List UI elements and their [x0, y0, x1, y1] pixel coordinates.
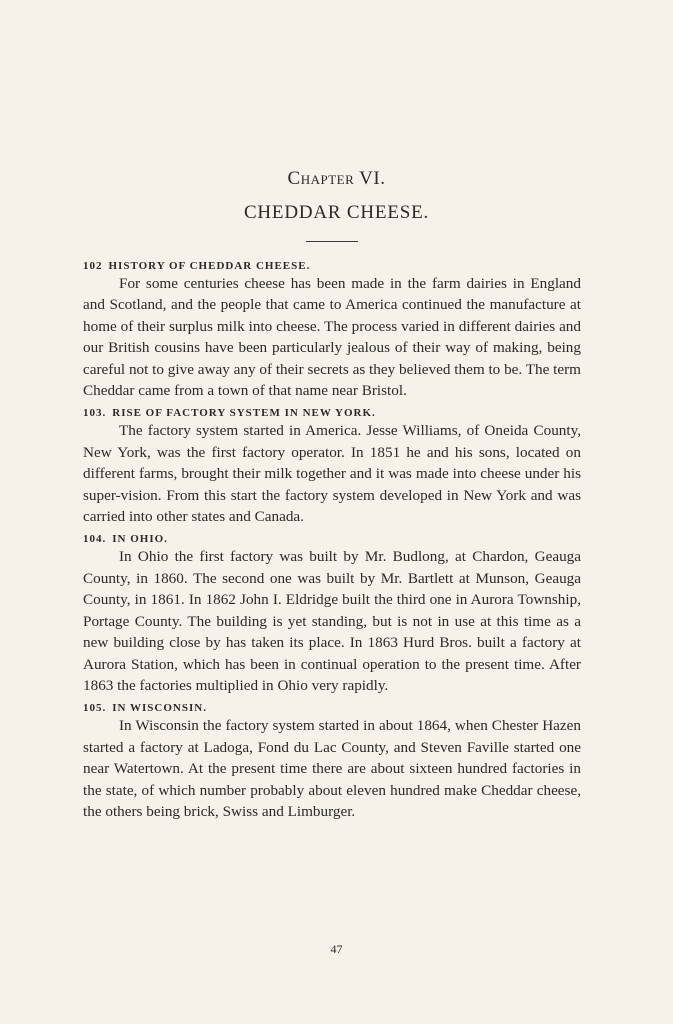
section-heading [83, 701, 581, 715]
chapter-body [83, 259, 581, 827]
section-heading [83, 532, 581, 546]
section-heading-text: IN OHIO. [112, 533, 168, 546]
section-heading [83, 406, 581, 420]
section-heading-text: IN WISCONSIN. [112, 702, 207, 715]
section-105 [83, 701, 581, 822]
section-number: 103. [83, 407, 107, 420]
chapter-label-text: Chapter VI. [287, 168, 386, 189]
section-paragraph: In Wisconsin the factory system started in about 1864, when Chester Hazen started a factory at Ladoga, Fond du Lac County, and Steven Faville started one near Watertown. At the present time there are about sixteen hundred factories in the state, of which number probably about eleven hundred make Cheddar cheese, the others being brick, Swiss and Limburger. [83, 717, 581, 820]
section-paragraph: For some centuries cheese has been made in the farm dairies in England and Scotland, and the people that came to America continued the manufacture at home of their surplus milk into cheese. The process varied in different dairies and our British cousins have been particularly jealous of their way of making, being careful not to give away any of their secrets as they believed them to be. The term Cheddar came from a town of that name near Bristol. [83, 275, 581, 400]
section-102 [83, 259, 581, 401]
chapter-label [0, 168, 673, 190]
page-number: 47 [330, 942, 343, 956]
section-number: 102 [83, 260, 103, 272]
section-paragraph: The factory system started in America. Jesse Williams, of Oneida County, New York, was the first factory operator. In 1851 he and his sons, located on different farms, brought their milk together and it was made into cheese under his super-vision. From this start the factory system developed in New York and was carried into other states and Canada. [83, 422, 581, 526]
section-104 [83, 532, 581, 696]
section-103 [83, 406, 581, 527]
section-heading [83, 259, 581, 273]
chapter-title: CHEDDAR CHEESE. [243, 202, 430, 223]
section-number: 104. [83, 533, 107, 546]
section-paragraph: In Ohio the first factory was built by Mr. Budlong, at Chardon, Geauga County, in 1860. The second one was built by Mr. Bartlett at Munson, Geauga County, in 1861. In 1862 John I. Eldridge built the third one in Aurora Township, Portage County. The building is yet standing, but is not in use at this time as a new building close by has taken its place. In 1863 Hurd Bros. built a factory at Aurora Station, which has been in continual operation to the present time. After 1863 the factories multiplied in Ohio very rapidly. [83, 548, 581, 694]
section-heading-text: HISTORY OF CHEDDAR CHEESE. [108, 260, 311, 272]
section-heading-text: RISE OF FACTORY SYSTEM IN NEW YORK. [112, 407, 376, 420]
section-number: 105. [83, 702, 107, 715]
title-divider [306, 241, 358, 242]
